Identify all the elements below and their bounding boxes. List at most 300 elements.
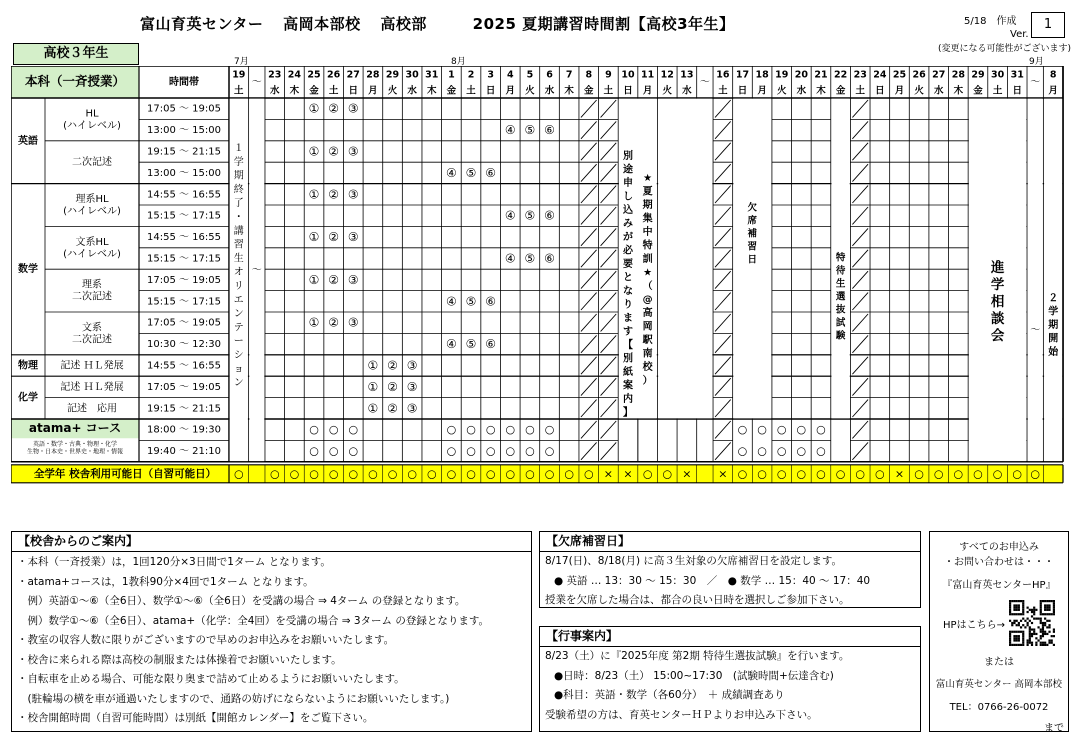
session-number: ③ — [347, 230, 359, 245]
merged-cell — [658, 99, 712, 419]
course-label: 二次記述 — [72, 334, 112, 346]
special-training-note: ） — [642, 375, 653, 387]
weekday-label: 水 — [796, 85, 807, 97]
weekday-label: 金 — [309, 85, 319, 97]
separate-application-note: 申 — [623, 178, 634, 189]
session-number: ③ — [347, 101, 359, 116]
session-number: ② — [328, 230, 340, 245]
session-number: ② — [328, 315, 340, 330]
closed-day-slash — [601, 121, 617, 138]
session-number: ② — [328, 101, 340, 116]
facility-mark: ○ — [466, 467, 476, 481]
closed-day-slash — [601, 164, 617, 181]
weekday-label: 木 — [953, 85, 964, 97]
course-label: (ハイレベル) — [63, 120, 121, 132]
time-slot: 14:55 ～ 16:55 — [147, 189, 221, 201]
session-number: ③ — [406, 358, 418, 373]
special-training-note: 高 — [642, 308, 653, 319]
separate-application-note: 【 — [623, 340, 634, 351]
weekday-label: 日 — [485, 85, 496, 97]
closed-day-slash — [601, 357, 617, 374]
facility-mark: ○ — [914, 467, 924, 481]
atama-session-mark: ○ — [525, 444, 535, 458]
weekday-label: 土 — [992, 85, 1003, 97]
closed-day-slash — [852, 207, 868, 224]
time-slot: 13:00 ～ 15:00 — [147, 167, 221, 179]
school-notice-box — [11, 531, 532, 732]
facility-mark: ○ — [368, 467, 378, 481]
session-number: ③ — [347, 187, 359, 202]
facility-mark: ○ — [933, 467, 944, 481]
closed-day-slash — [581, 250, 597, 267]
separate-application-note: 別 — [623, 151, 634, 162]
contact-hp[interactable]: 『富山育英センターHP』 — [942, 580, 1056, 591]
facility-mark: × — [623, 467, 633, 481]
atama-session-mark: ○ — [466, 444, 476, 458]
separate-application-note: 別 — [623, 353, 634, 365]
weekday-label: 土 — [466, 85, 476, 97]
atama-session-mark: ○ — [757, 444, 767, 458]
closed-day-slash — [581, 357, 597, 374]
closed-day-slash — [601, 400, 617, 417]
closed-day-slash — [852, 357, 868, 374]
notice-title: 【校舎からのご案内】 — [12, 532, 531, 552]
date-number: 28 — [366, 69, 380, 81]
time-slot: 17:05 ～ 19:05 — [147, 317, 221, 329]
term-end-note: 終 — [233, 184, 244, 196]
closed-day-slash — [715, 207, 731, 224]
facility-mark: ○ — [407, 467, 417, 481]
time-slot: 10:30 ～ 12:30 — [147, 339, 221, 351]
weekday-label: 日 — [875, 85, 885, 97]
session-number: ④ — [504, 208, 516, 223]
course-label: 理系 — [82, 279, 102, 291]
weekday-label: 水 — [407, 85, 417, 97]
qr-code-icon[interactable] — [1009, 600, 1055, 646]
closed-day-slash — [715, 228, 731, 245]
version-box: 1 — [1031, 12, 1065, 38]
session-number: ⑥ — [485, 337, 497, 352]
exam-note: 特 — [835, 252, 846, 264]
title-org: 富山育英センター — [140, 15, 264, 33]
time-slot: 18:00 ～ 19:30 — [147, 424, 221, 436]
weekday-label: 日 — [1012, 85, 1022, 97]
course-label: 記述 ＨＬ発展 — [60, 381, 124, 393]
facility-mark: ○ — [875, 467, 885, 481]
session-number: ① — [308, 101, 320, 116]
event-title: 【行事案内】 — [540, 627, 920, 647]
weekday-label: 土 — [234, 85, 244, 97]
facility-mark: ○ — [234, 467, 244, 481]
facility-mark: × — [894, 467, 905, 481]
course-label: (ハイレベル) — [63, 206, 121, 217]
atama-session-mark: ○ — [505, 444, 516, 458]
schedule-grid — [11, 66, 1069, 522]
date-number: 3 — [487, 69, 494, 81]
term2-start-note: 始 — [1048, 347, 1059, 358]
date-number: 28 — [951, 69, 965, 81]
facility-mark: ○ — [564, 467, 574, 481]
exam-note: 待 — [835, 265, 846, 277]
closed-day-slash — [715, 357, 731, 374]
separate-application-note: 案 — [623, 380, 634, 392]
date-tilde: ～ — [699, 77, 710, 88]
exam-note: 試 — [835, 317, 846, 329]
session-number: ④ — [504, 251, 516, 266]
term-end-note: ョ — [233, 363, 244, 375]
closed-day-slash — [715, 100, 731, 117]
atama-subjects: 英語・数学・古典・物理・化学 — [32, 441, 118, 449]
closed-day-slash — [601, 100, 617, 117]
closed-day-slash — [715, 378, 731, 395]
weekday-label: 水 — [544, 85, 555, 97]
closed-day-slash — [581, 207, 597, 224]
notice-line: ・本科（一斉授業）は，1回120分×3日間で1ターム となります。 — [17, 556, 331, 568]
title-school: 高岡本部校 — [283, 15, 361, 33]
merged-cell — [249, 99, 264, 461]
weekday-label: 日 — [623, 85, 633, 97]
session-number: ③ — [406, 401, 418, 416]
closed-day-slash — [852, 228, 868, 245]
facility-mark: × — [603, 467, 613, 481]
separate-application-note: 紙 — [623, 367, 634, 378]
closed-day-slash — [852, 250, 868, 267]
absence-makeup-note: 習 — [747, 241, 758, 253]
session-number: ⑥ — [544, 208, 555, 223]
closed-day-slash — [852, 378, 868, 395]
weekday-label: 木 — [816, 85, 826, 97]
closed-day-slash — [852, 164, 868, 181]
closed-day-slash — [715, 442, 731, 459]
closed-day-slash — [601, 442, 617, 459]
absence-makeup-note: 補 — [747, 228, 758, 240]
closed-day-slash — [852, 293, 868, 310]
date-number: 19 — [775, 69, 789, 81]
session-number: ④ — [504, 123, 516, 138]
facility-mark: ○ — [387, 467, 398, 481]
closed-day-slash — [601, 314, 617, 331]
notice-line: 例）数学①～⑥（全6日）、atama+（化学：全4回）を受講の場合 ⇒ 3ターム の登録となります。 — [17, 614, 490, 627]
month-label-august: 8月 — [451, 57, 466, 67]
separate-application-note: 】 — [623, 407, 634, 419]
closed-day-slash — [601, 207, 617, 224]
closed-day-slash — [581, 442, 597, 459]
date-number: 2 — [467, 69, 475, 81]
notice-line: ・atama+コースは，1教科90分×4回で1ターム となります。 — [17, 575, 314, 588]
notice-line: ・校舎開館時間（自習可能時間）は別紙【開館カレンダー】をご覧下さい。 — [17, 712, 374, 724]
time-slot: 15:15 ～ 17:15 — [147, 296, 221, 308]
weekday-label: 木 — [427, 85, 437, 97]
facility-mark: ○ — [505, 467, 516, 481]
session-number: ④ — [446, 294, 457, 309]
weekday-label: 日 — [737, 85, 748, 97]
facility-mark: ○ — [309, 467, 319, 481]
facility-mark: ○ — [328, 467, 339, 481]
contact-box — [929, 531, 1069, 732]
closed-day-slash — [852, 100, 868, 117]
weekday-label: 金 — [835, 85, 846, 97]
date-number: 21 — [814, 69, 828, 81]
atama-session-mark: ○ — [816, 444, 826, 458]
term2-start-note: ２ — [1048, 293, 1059, 304]
time-slot: 17:05 ～ 19:05 — [147, 381, 221, 393]
facility-mark: ○ — [662, 467, 673, 481]
course-label: 記述 ＨＬ発展 — [60, 360, 124, 372]
contact-tel: TEL：0766-26-0072 — [949, 702, 1049, 713]
separate-application-note: 要 — [623, 259, 634, 270]
weekday-label: 土 — [328, 85, 339, 97]
notice-line: 例）英語①～⑥（全6日）、数学①～⑥（全6日）を受講の場合 ⇒ 4ターム の登録となります。 — [17, 595, 466, 607]
atama-session-mark: ○ — [525, 423, 535, 437]
atama-session-mark: ○ — [485, 444, 496, 458]
time-slot: 19:15 ～ 21:15 — [147, 403, 221, 415]
course-label: 二次記述 — [72, 291, 112, 303]
atama-session-mark: ○ — [544, 423, 555, 437]
session-number: ⑤ — [524, 208, 536, 223]
weekday-label: 土 — [603, 85, 614, 97]
closed-day-slash — [852, 421, 868, 438]
session-number: ① — [367, 358, 379, 373]
course-label: 二次記述 — [72, 157, 112, 169]
date-number: 23 — [268, 69, 282, 81]
weekday-label: 火 — [776, 85, 787, 97]
special-training-note: ★ — [643, 267, 653, 279]
closed-day-slash — [852, 400, 868, 417]
time-slot: 13:00 ～ 15:00 — [147, 125, 221, 137]
time-slot: 17:05 ～ 19:05 — [147, 103, 221, 115]
session-number: ② — [387, 401, 398, 416]
term-end-note: テ — [233, 322, 244, 334]
facility-mark: ○ — [269, 467, 280, 481]
session-number: ④ — [446, 337, 457, 352]
date-number: 13 — [680, 69, 694, 81]
closed-day-slash — [601, 250, 617, 267]
facility-mark: ○ — [642, 467, 653, 481]
notice-line: ・教室の収容人数に限りがございますので早めのお申込みをお願いいたします。 — [17, 634, 395, 646]
atama-session-mark: ○ — [466, 423, 476, 437]
separate-application-note: が — [623, 232, 634, 243]
date-number: 9 — [605, 69, 612, 81]
absence-line: 8/17(日)、8/18(月) に高３生対象の欠席補習日を設定します。 — [545, 555, 843, 567]
tilde: ～ — [251, 265, 262, 276]
course-label: HL — [85, 108, 99, 120]
session-number: ⑥ — [485, 165, 497, 180]
closed-day-slash — [601, 293, 617, 310]
session-number: ② — [328, 144, 340, 159]
weekday-label: 金 — [446, 85, 457, 97]
date-number: 29 — [385, 69, 400, 81]
section-label: 本科（一斉授業） — [24, 73, 126, 89]
session-number: ⑤ — [524, 123, 536, 138]
time-header: 時間帯 — [169, 77, 199, 88]
closed-day-slash — [581, 121, 597, 138]
weekday-label: 火 — [387, 85, 398, 97]
exam-note: 抜 — [835, 304, 846, 316]
atama-session-mark: ○ — [309, 444, 319, 458]
term-end-note: ・ — [233, 212, 244, 223]
facility-mark: ○ — [835, 467, 846, 481]
weekday-label: 月 — [1048, 85, 1058, 97]
weekday-label: 月 — [368, 85, 378, 97]
consult-note: 学 — [990, 277, 1005, 293]
date-number: 26 — [327, 69, 341, 81]
closed-day-slash — [581, 164, 597, 181]
date-number: 30 — [990, 69, 1005, 81]
term-end-note: オ — [233, 267, 244, 279]
term-end-note: １ — [233, 143, 244, 154]
special-training-note: 校 — [642, 362, 653, 373]
special-training-note: ★ — [643, 173, 653, 184]
contact-line2: ・お問い合わせは・・・ — [944, 557, 1054, 568]
closed-day-slash — [601, 421, 617, 438]
facility-mark: ○ — [816, 467, 826, 481]
weekday-label: 水 — [933, 85, 944, 97]
special-training-note: 特 — [642, 240, 653, 252]
date-number: 23 — [853, 69, 867, 81]
term-end-note: ン — [233, 377, 244, 389]
facility-mark: ○ — [426, 467, 437, 481]
change-note: (変更になる可能性がございます) — [938, 44, 1072, 54]
month-label-july: 7月 — [234, 57, 249, 67]
closed-day-slash — [581, 100, 597, 117]
time-slot: 15:15 ～ 17:15 — [147, 253, 221, 265]
separate-application-note: み — [623, 218, 634, 230]
event-line: ●日時：8/23（土） 15:00~17:30 (試験時間+伝達含む) — [554, 669, 834, 682]
date-number: 8 — [585, 69, 593, 81]
closed-day-slash — [715, 250, 731, 267]
separate-application-note: す — [623, 326, 634, 338]
time-slot: 17:05 ～ 19:05 — [147, 274, 221, 286]
closed-day-slash — [581, 400, 597, 417]
term-end-note: 学 — [233, 156, 244, 168]
facility-mark: ○ — [757, 467, 767, 481]
course-label: (ハイレベル) — [63, 248, 121, 260]
special-training-note: @ — [642, 294, 653, 306]
event-line: ●科目：英語・数学（各60分） ＋ 成績調査あり — [554, 689, 785, 701]
session-number: ① — [308, 272, 320, 287]
facility-mark: ○ — [348, 467, 359, 481]
absence-makeup-box — [539, 531, 921, 608]
facility-mark: ○ — [737, 467, 748, 481]
closed-day-slash — [715, 121, 731, 138]
date-number: 4 — [506, 69, 514, 81]
term2-start-note: 学 — [1048, 306, 1059, 318]
closed-day-slash — [715, 400, 731, 417]
closed-day-slash — [852, 143, 868, 160]
date-number: 1 — [448, 69, 455, 81]
closed-day-slash — [581, 293, 597, 310]
session-number: ① — [308, 315, 320, 330]
separate-application-note: 込 — [623, 205, 634, 216]
weekday-label: 水 — [270, 85, 280, 97]
closed-day-slash — [581, 186, 597, 203]
separate-application-note: 内 — [623, 394, 634, 405]
atama-session-mark: ○ — [348, 444, 359, 458]
session-number: ⑤ — [524, 251, 536, 266]
atama-session-mark: ○ — [505, 423, 516, 437]
course-label: 文系HL — [75, 236, 109, 248]
absence-makeup-note: 席 — [747, 215, 758, 227]
date-number: 7 — [565, 69, 573, 81]
consult-note: 相 — [990, 294, 1005, 310]
date-number: 25 — [892, 69, 907, 81]
facility-mark: ○ — [992, 467, 1003, 481]
facility-mark: × — [682, 467, 692, 481]
course-label: 理系HL — [75, 194, 109, 205]
atama-session-mark: ○ — [309, 423, 319, 437]
session-number: ① — [308, 144, 320, 159]
weekday-label: 月 — [505, 85, 516, 97]
date-number: 10 — [621, 69, 635, 81]
closed-day-slash — [852, 271, 868, 288]
version-label: Ver. — [1010, 29, 1029, 40]
weekday-label: 月 — [642, 85, 653, 97]
closed-day-slash — [852, 186, 868, 203]
atama-session-mark: ○ — [544, 444, 555, 458]
date-number: 30 — [405, 69, 419, 81]
title-schedule: 2025 夏期講習時間割【高校3年生】 — [472, 15, 735, 33]
consult-note: 進 — [990, 260, 1005, 276]
notice-line: ・校舎に来られる際は高校の制服または体操着でお願いいたします。 — [17, 653, 342, 666]
date-number: 19 — [232, 69, 246, 81]
closed-day-slash — [852, 121, 868, 138]
special-training-note: 集 — [642, 213, 653, 225]
date-number: 27 — [932, 69, 946, 81]
facility-mark: ○ — [525, 467, 535, 481]
course-label: 記述 応用 — [67, 403, 117, 415]
contact-school: 富山育英センター 高岡本部校 — [935, 679, 1063, 690]
term-end-note: 生 — [233, 253, 244, 265]
date-number: 16 — [716, 69, 730, 81]
date-tilde: ～ — [251, 77, 262, 88]
tilde: ～ — [1030, 325, 1041, 336]
session-number: ① — [367, 401, 379, 416]
contact-or: または — [984, 657, 1014, 668]
special-training-note: 駅 — [642, 335, 653, 346]
absence-line: 授業を欠席した場合は、都合の良い日時を選択しご参加下さい。 — [545, 594, 850, 606]
subject-label: 物理 — [18, 360, 38, 372]
closed-day-slash — [581, 335, 597, 352]
weekday-label: 月 — [894, 85, 905, 97]
hp-link[interactable]: HPはこちら→ — [943, 619, 1005, 631]
exam-note: 験 — [835, 330, 846, 342]
term-end-note: 期 — [233, 170, 244, 182]
time-slot: 19:15 ～ 21:15 — [147, 146, 221, 158]
closed-day-slash — [581, 143, 597, 160]
closed-day-slash — [852, 314, 868, 331]
date-number: 29 — [971, 69, 985, 81]
closed-day-slash — [852, 335, 868, 352]
date-number: 26 — [912, 69, 926, 81]
facility-mark: ○ — [953, 467, 964, 481]
consult-note: 談 — [990, 311, 1005, 327]
date-tilde: ～ — [1030, 77, 1041, 88]
date-number: 25 — [307, 69, 321, 81]
session-number: ⑤ — [465, 294, 477, 309]
session-number: ② — [387, 379, 398, 394]
atama-session-mark: ○ — [446, 444, 457, 458]
date-note: 5/18 作成 — [964, 16, 1017, 27]
atama-session-mark: ○ — [796, 423, 807, 437]
session-number: ① — [367, 379, 379, 394]
date-number: 31 — [425, 69, 439, 81]
term2-start-note: 開 — [1048, 333, 1059, 345]
course-label: 文系 — [82, 322, 102, 334]
date-number: 11 — [641, 69, 655, 81]
session-number: ② — [328, 272, 340, 287]
atama-session-mark: ○ — [796, 444, 807, 458]
separate-application-note: な — [623, 286, 634, 297]
